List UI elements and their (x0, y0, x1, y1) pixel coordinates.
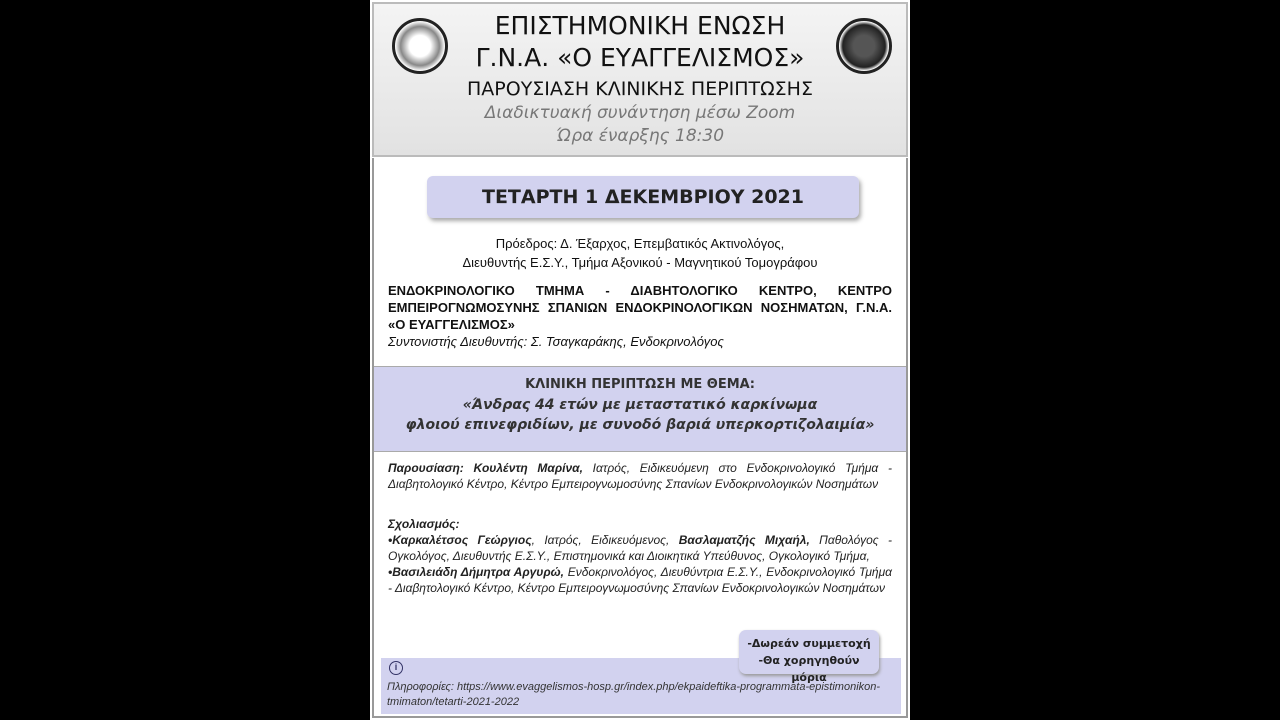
meeting-mode: Διαδικτυακή συνάντηση μέσω Zoom (484, 103, 796, 123)
commentator-3-details: Ενδοκρινολόγος, Διευθύντρια Ε.Σ.Υ., Ενδοκρινολογικό Τμήμα - Διαβητολογικό Κέντρο, Κέντρο Εμπειρογνωμοσύνης Σπανίων Ενδοκρινολογικών Νοσημάτων (388, 565, 893, 595)
header-subtitle: ΠΑΡΟΥΣΙΑΣΗ ΚΛΙΝΙΚΗΣ ΠΕΡΙΠΤΩΣΗΣ (467, 78, 813, 100)
start-time: Ώρα έναρξης 18:30 (555, 126, 725, 146)
participation-notes (739, 630, 879, 684)
poster-body (372, 158, 908, 718)
association-logo (392, 18, 448, 74)
commentator-2: Βασλαματζής Μιχαήλ, (678, 533, 810, 547)
presentation-label: Παρουσίαση: (388, 461, 464, 475)
department-name: ΕΝΔΟΚΡΙΝΟΛΟΓΙΚΟ ΤΜΗΜΑ - ΔΙΑΒΗΤΟΛΟΓΙΚΟ ΚΕΝΤΡΟ, ΚΕΝΤΡΟ ΕΜΠΕΙΡΟΓΝΩΜΟΣΥΝΗΣ ΣΠΑΝΙΩΝ ΕΝΔΟΚΡΙΝΟΛΟΓΙΚΩΝ ΝΟΣΗΜΑΤΩΝ, Γ.Ν.Α. «Ο ΕΥΑΓΓΕΛΙΣΜΟΣ» (388, 283, 892, 332)
header-title-2: Γ.Ν.Α. «Ο ΕΥΑΓΓΕΛΙΣΜΟΣ» (475, 43, 805, 72)
presentation-info (388, 460, 892, 492)
topic-line-2: φλοιού επινεφριδίων, με συνοδό βαριά υπερκορτιζολαιμία» (405, 417, 875, 433)
poster-header (372, 2, 908, 157)
president-line-1: Πρόεδρος: Δ. Έξαρχος, Επεμβατικός Ακτινολόγος, (495, 236, 785, 251)
credits-note: -Θα χορηγηθούν μόρια (758, 654, 860, 684)
hospital-logo (836, 18, 892, 74)
free-participation: -Δωρεάν συμμετοχή (747, 637, 871, 650)
commentator-3: •Βασιλειάδη Δήμητρα Αργυρώ, (388, 565, 564, 579)
president-info (374, 234, 906, 272)
info-icon: i (389, 661, 403, 675)
event-poster (370, 0, 910, 720)
commentator-1-details: , Ιατρός, Ειδικευόμενος, (531, 533, 679, 547)
commentary-label: Σχολιασμός: (388, 517, 460, 531)
coordinator: Συντονιστής Διευθυντής: Σ. Τσαγκαράκης, Ενδοκρινολόγος (388, 334, 724, 349)
commentator-1: •Καρκαλέτσος Γεώργιος (388, 533, 532, 547)
commentator-2-details: Παθολόγος - Ογκολόγος, Διευθυντής Ε.Σ.Υ., Επιστημονικά και Διοικητικά Υπεύθυνος, Ογκολογικό Τμήμα, (388, 533, 892, 563)
event-date: ΤΕΤΑΡΤΗ 1 ΔΕΚΕΜΒΡΙΟΥ 2021 (427, 176, 859, 218)
topic-line-1: «Άνδρας 44 ετών με μεταστατικό καρκίνωμα (462, 397, 818, 413)
topic-band (374, 366, 906, 452)
department-info (388, 282, 892, 350)
header-title-1: ΕΠΙΣΤΗΜΟΝΙΚΗ ΕΝΩΣΗ (494, 11, 786, 40)
commentary-info (388, 516, 892, 596)
presenter-details: Ιατρός, Ειδικευόμενη στο Ενδοκρινολογικό Τμήμα - Διαβητολογικό Κέντρο, Κέντρο Εμπειρογνωμοσύνης Σπανίων Ενδοκρινολογικών Νοσημάτων (388, 461, 892, 491)
president-line-2: Διευθυντής Ε.Σ.Υ., Τμήμα Αξονικού - Μαγνητικού Τομογράφου (462, 255, 818, 270)
presenter-name: Κουλέντη Μαρίνα, (473, 461, 583, 475)
topic-title: ΚΛΙΝΙΚΗ ΠΕΡΙΠΤΩΣΗ ΜΕ ΘΕΜΑ: (525, 377, 755, 392)
info-link[interactable]: Πληροφορίες: https://www.evaggelismos-hosp.gr/index.php/ekpaideftika-programmata-epistimonikon-tmimaton/tetarti-2021-2022 (387, 681, 881, 708)
